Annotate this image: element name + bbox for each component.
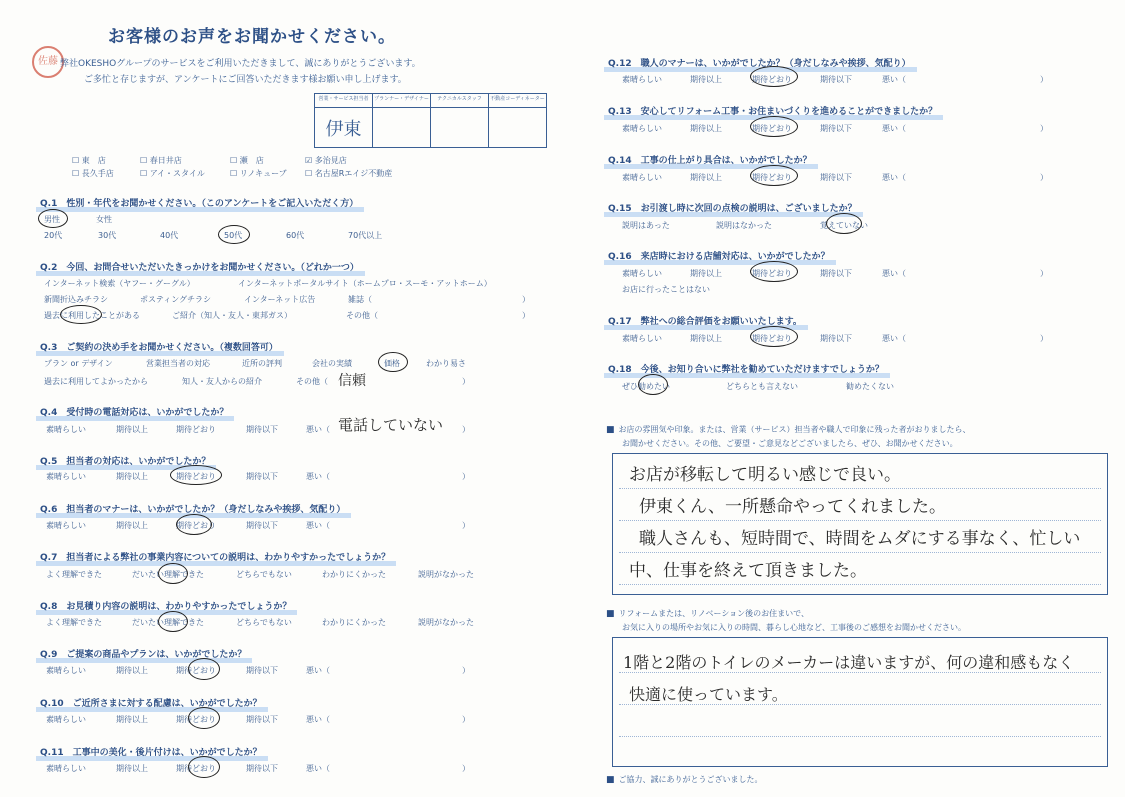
handwritten-comment-line: お店が移転して明るい感じで良い。 — [629, 465, 901, 485]
footer-thanks: ■ ご協力、誠にありがとうございました。 — [606, 774, 763, 785]
question-q15: Q.15 お引渡し時に次回の点検の説明は、ございましたか？ — [608, 201, 857, 214]
option[interactable]: 期待どおり — [176, 472, 216, 481]
store-checkbox[interactable]: ☐ 名古屋Rエイジ不動産 — [305, 169, 393, 178]
option: ） — [462, 666, 470, 675]
option[interactable]: どちらでもない — [236, 618, 292, 627]
option[interactable]: 期待以下 — [246, 472, 278, 481]
staff-header-technical: テクニカルスタッフ — [431, 94, 489, 108]
option[interactable]: 説明がなかった — [418, 618, 474, 627]
option[interactable]: 素晴らしい — [46, 472, 86, 481]
option[interactable]: その他（ — [296, 377, 328, 386]
option: ） — [1040, 124, 1048, 133]
option[interactable]: 期待以下 — [246, 521, 278, 530]
option[interactable]: 悪い（ — [306, 425, 330, 434]
option[interactable]: 期待以上 — [116, 764, 148, 773]
option: ） — [522, 311, 530, 320]
option[interactable]: 素晴らしい — [622, 334, 662, 343]
stamp-text: 佐藤 — [38, 56, 58, 67]
option[interactable]: 覚えていない — [820, 221, 868, 230]
handwritten-comment-line: 中、仕事を終えて頂きました。 — [629, 561, 867, 581]
store-checkbox[interactable]: ☐ リノキューブ — [230, 169, 287, 178]
option[interactable]: プラン or デザイン — [44, 359, 113, 368]
answer-circle — [158, 611, 188, 632]
option: ） — [462, 764, 470, 773]
option: ） — [1040, 173, 1048, 182]
option[interactable]: 新聞折込みチラシ — [44, 295, 108, 304]
option: ） — [462, 377, 470, 386]
option: ） — [462, 472, 470, 481]
question-q1: Q.1 性別・年代をお聞かせください。（このアンケートをご記入いただく方） — [40, 196, 358, 209]
option[interactable]: 素晴らしい — [46, 425, 86, 434]
option[interactable]: だいたい理解できた — [132, 618, 204, 627]
option[interactable]: 50代 — [224, 231, 243, 240]
question-q2: Q.2 今回、お問合せいただいたきっかけをお聞かせください。（どれか一つ） — [40, 260, 359, 273]
question-q11: Q.11 工事中の美化・後片付けは、いかがでしたか？ — [40, 745, 262, 758]
option[interactable]: わかりにくかった — [322, 570, 386, 579]
option[interactable]: 30代 — [98, 231, 117, 240]
answer-circle — [750, 165, 798, 186]
staff-header-planner: プランナー・デザイナー — [373, 94, 431, 108]
option[interactable]: 70代以上 — [348, 231, 383, 240]
question-q12: Q.12 職人のマナーは、いかがでしたか？（身だしなみや挨拶、気配り） — [608, 56, 911, 69]
option[interactable]: 20代 — [44, 231, 63, 240]
question-q6: Q.6 担当者のマナーは、いかがでしたか？（身だしなみや挨拶、気配り） — [40, 502, 345, 515]
option[interactable]: 期待以下 — [820, 269, 852, 278]
answer-circle — [38, 209, 68, 228]
option[interactable]: 悪い（ — [306, 666, 330, 675]
option[interactable]: 雑誌（ — [348, 295, 372, 304]
handwritten-comment-line: 快適に使っています。 — [629, 685, 788, 704]
answer-circle — [826, 213, 862, 234]
question-q4: Q.4 受付時の電話対応は、いかがでしたか？ — [40, 405, 228, 418]
option[interactable]: 悪い（ — [882, 269, 906, 278]
answer-circle — [188, 658, 220, 680]
option[interactable]: 期待どおり — [752, 75, 792, 84]
option[interactable]: 悪い（ — [306, 715, 330, 724]
store-checkbox-checked[interactable]: ☑ 多治見店 — [305, 156, 347, 165]
option[interactable]: 期待以上 — [116, 472, 148, 481]
option[interactable]: だいたい理解できた — [132, 570, 204, 579]
option[interactable]: 期待以下 — [246, 764, 278, 773]
answer-circle — [218, 225, 250, 244]
option: ） — [522, 295, 530, 304]
option[interactable]: 60代 — [286, 231, 305, 240]
staff-header-sales: 営業・サービス担当者 — [315, 94, 373, 108]
option[interactable]: 期待以下 — [820, 75, 852, 84]
question-q3: Q.3 ご契約の決め手をお聞かせください。（複数回答可） — [40, 340, 278, 353]
option[interactable]: どちらとも言えない — [726, 382, 798, 391]
question-q7: Q.7 担当者による弊社の事業内容についての説明は、わかりやすかったでしょうか？ — [40, 550, 390, 563]
option[interactable]: 期待以下 — [246, 425, 278, 434]
option[interactable]: 素晴らしい — [46, 764, 86, 773]
option[interactable]: 素晴らしい — [622, 75, 662, 84]
option[interactable]: 期待以上 — [690, 124, 722, 133]
option[interactable]: 説明はあった — [622, 221, 670, 230]
option[interactable]: 期待以上 — [690, 269, 722, 278]
option[interactable]: 悪い（ — [306, 764, 330, 773]
option[interactable]: 悪い（ — [882, 173, 906, 182]
question-q14: Q.14 工事の仕上がり具合は、いかがでしたか？ — [608, 153, 812, 166]
option[interactable]: 男性 — [44, 215, 60, 224]
option[interactable]: 期待どおり — [176, 715, 216, 724]
intro-line-2: ご多忙と存じますが、アンケートにご回答いただきます様お願い申し上げます。 — [84, 75, 407, 85]
option[interactable]: 過去に利用したことがある — [44, 311, 140, 320]
option[interactable]: 期待以下 — [820, 173, 852, 182]
store-checkbox[interactable]: ☐ 春日井店 — [140, 156, 182, 165]
option[interactable]: 悪い（ — [882, 124, 906, 133]
option[interactable]: 期待どおり — [752, 173, 792, 182]
comment-prompt-2b: お気に入りの場所やお気に入りの時間、暮らし心地など、工事後のご感想をお聞かせください。 — [622, 623, 966, 632]
handwritten-q3-other: 信頼 — [338, 373, 366, 389]
comment-box-1[interactable] — [612, 453, 1108, 595]
option[interactable]: 期待どおり — [752, 334, 792, 343]
option[interactable]: インターネット広告 — [244, 295, 316, 304]
option[interactable]: よく理解できた — [46, 570, 102, 579]
store-checkbox[interactable]: ☐ 瀬 店 — [230, 156, 264, 165]
option[interactable]: 期待以下 — [820, 124, 852, 133]
option[interactable]: わかりにくかった — [322, 618, 386, 627]
option[interactable]: インターネット検索（ヤフー・グーグル） — [44, 279, 195, 288]
option[interactable]: 期待どおり — [176, 521, 216, 530]
option[interactable]: 女性 — [96, 215, 112, 224]
option[interactable]: 期待どおり — [176, 425, 216, 434]
intro-line-1: 弊社OKESHOグループのサービスをご利用いただきまして、誠にありがとうございます。 — [60, 59, 421, 69]
handwritten-q4-comment: 電話していない — [338, 416, 444, 434]
option[interactable]: 40代 — [160, 231, 179, 240]
comment-prompt-1b: お聞かせください。その他、ご要望・ご意見などございましたら、ぜひ、お聞かせください。 — [622, 439, 958, 448]
option[interactable]: 価格 — [384, 359, 400, 368]
option[interactable]: どちらでもない — [236, 570, 292, 579]
option[interactable]: 素晴らしい — [622, 269, 662, 278]
option[interactable]: 悪い（ — [882, 334, 906, 343]
question-q9: Q.9 ご提案の商品やプランは、いかがでしたか？ — [40, 647, 246, 660]
option[interactable]: 期待以上 — [116, 521, 148, 530]
option[interactable]: 期待以下 — [246, 715, 278, 724]
question-q13: Q.13 安心してリフォーム工事・お住まいづくりを進めることができましたか？ — [608, 104, 937, 117]
option[interactable]: 説明がなかった — [418, 570, 474, 579]
option: ） — [462, 521, 470, 530]
option: ） — [1040, 75, 1048, 84]
answer-circle — [158, 563, 188, 584]
option[interactable]: 期待以上 — [690, 173, 722, 182]
question-q8: Q.8 お見積り内容の説明は、わかりやすかったでしょうか？ — [40, 599, 291, 612]
comment-prompt-2a: ■ リフォームまたは、リノベーション後のお住まいで、 — [606, 608, 809, 619]
comment-box-2[interactable] — [612, 637, 1108, 767]
comment-prompt-1a: ■ お店の雰囲気や印象。または、営業（サービス）担当者や職人で印象に残った者がおりましたら、 — [606, 424, 971, 435]
option[interactable]: 悪い（ — [306, 521, 330, 530]
option[interactable]: 期待以上 — [116, 666, 148, 675]
answer-circle — [750, 261, 798, 282]
question-q5: Q.5 担当者の対応は、いかがでしたか？ — [40, 454, 210, 467]
option[interactable]: 期待以上 — [690, 334, 722, 343]
option[interactable]: 勧めたくない — [846, 382, 894, 391]
option[interactable]: 近所の評判 — [242, 359, 282, 368]
option[interactable]: 期待以下 — [820, 334, 852, 343]
answer-circle — [170, 465, 222, 485]
answer-circle — [188, 756, 220, 778]
option[interactable]: 素晴らしい — [622, 124, 662, 133]
option: ） — [462, 425, 470, 434]
option[interactable]: よく理解できた — [46, 618, 102, 627]
answer-circle — [638, 374, 668, 395]
option[interactable]: 説明はなかった — [716, 221, 772, 230]
option: ） — [1040, 334, 1048, 343]
option[interactable]: 悪い（ — [882, 75, 906, 84]
question-q16: Q.16 来店時における店舗対応は、いかがでしたか？ — [608, 249, 830, 262]
option[interactable]: 知人・友人からの紹介 — [182, 377, 262, 386]
option[interactable]: ぜひ勧めたい — [622, 382, 670, 391]
question-q17: Q.17 弊社への総合評価をお願いいたします。 — [608, 314, 802, 327]
option: ） — [462, 715, 470, 724]
handwritten-comment-line: 職人さんも、短時間で、時間をムダにする事なく、忙しい — [639, 529, 1081, 549]
answer-circle — [750, 116, 798, 137]
option[interactable]: 素晴らしい — [46, 666, 86, 675]
option[interactable]: 期待以上 — [116, 715, 148, 724]
option[interactable]: 過去に利用してよかったから — [44, 377, 148, 386]
option[interactable]: インターネットポータルサイト（ホームプロ・スーモ・アットホーム） — [238, 279, 492, 288]
handwritten-comment-line: 伊東くん、一所懸命やってくれました。 — [639, 497, 947, 517]
option: ） — [1040, 269, 1048, 278]
question-q10: Q.10 ご近所さまに対する配慮は、いかがでしたか？ — [40, 696, 262, 709]
option[interactable]: 会社の実績 — [312, 359, 352, 368]
answer-circle — [750, 66, 798, 87]
answer-circle — [188, 707, 220, 729]
answer-circle — [60, 305, 102, 324]
handwritten-comment-line: 1階と2階のトイレのメーカーは違いますが、何の違和感もなく — [623, 653, 1075, 672]
option[interactable]: 素晴らしい — [46, 715, 86, 724]
answer-circle — [176, 514, 212, 535]
option[interactable]: 期待以上 — [690, 75, 722, 84]
option[interactable]: ポスティングチラシ — [140, 295, 212, 304]
option[interactable]: 期待どおり — [752, 269, 792, 278]
option[interactable]: 悪い（ — [306, 472, 330, 481]
option[interactable]: 期待どおり — [752, 124, 792, 133]
option[interactable]: わかり易さ — [426, 359, 466, 368]
question-q18: Q.18 今後、お知り合いに弊社を勧めていただけますでしょうか？ — [608, 362, 884, 375]
option[interactable]: 営業担当者の対応 — [146, 359, 210, 368]
option[interactable]: 期待以下 — [246, 666, 278, 675]
option[interactable]: 期待以上 — [116, 425, 148, 434]
option[interactable]: 素晴らしい — [622, 173, 662, 182]
staff-header-realestate: 不動産コーディネーター — [489, 94, 547, 108]
option[interactable]: お店に行ったことはない — [622, 285, 710, 294]
option[interactable]: 期待どおり — [176, 764, 216, 773]
option[interactable]: その他（ — [346, 311, 378, 320]
store-checkbox[interactable]: ☐ 長久手店 — [72, 169, 114, 178]
option[interactable]: 素晴らしい — [46, 521, 86, 530]
page-title: お客様のお声をお聞かせください。 — [108, 27, 396, 47]
option[interactable]: ご紹介（知人・友人・東邦ガス） — [172, 311, 292, 320]
option[interactable]: 期待どおり — [176, 666, 216, 675]
store-checkbox[interactable]: ☐ アイ・スタイル — [140, 169, 205, 178]
answer-circle — [750, 326, 798, 347]
store-checkbox[interactable]: ☐ 東 店 — [72, 156, 106, 165]
sales-staff-name: 伊東 — [315, 108, 373, 148]
answer-circle — [378, 352, 408, 372]
staff-table — [314, 93, 547, 148]
